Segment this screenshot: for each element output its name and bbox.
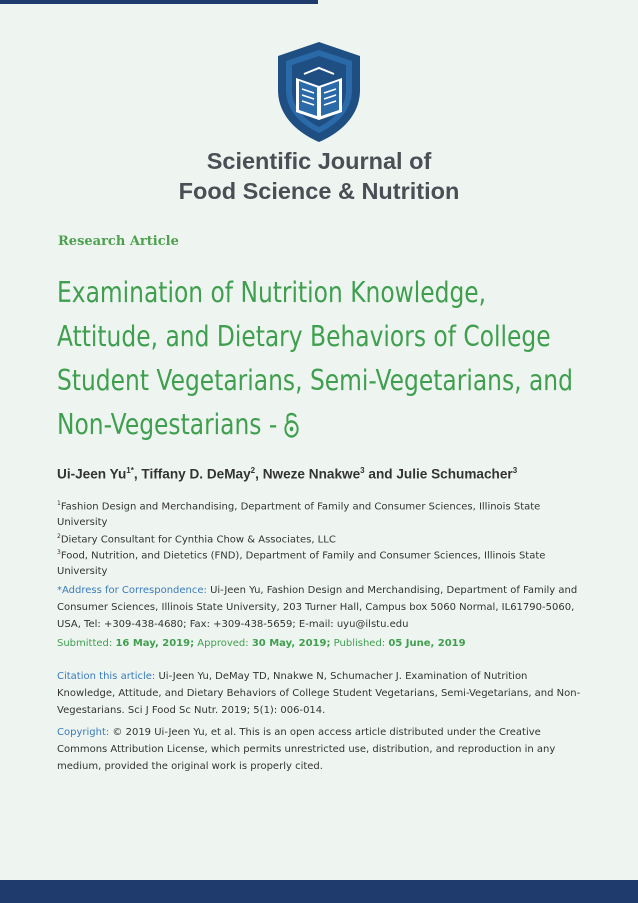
author-affiliation-mark: 3 [512, 466, 518, 475]
approved-date: 30 May, 2019; [251, 638, 331, 649]
copyright-label: Copyright: [57, 727, 110, 738]
author-name: Ui-Jeen Yu [57, 466, 127, 482]
affiliation-mark: 2 [57, 533, 61, 540]
journal-title-line-2: Food Science & Nutrition [178, 178, 460, 204]
author-affiliation-mark: 2 [250, 466, 256, 475]
title-line-3: Student Vegetarians, Semi-Vegetarians, and [57, 364, 573, 397]
correspondence-block [57, 582, 587, 633]
correspondence-text: Ui-Jeen Yu, Fashion Design and Merchandising, Department of Family and Consumer Sciences, Illinois State University, 203 Turner Hall, Campus box 5060 Normal, IL61790-5060, USA, Tel: +309-438-4680; Fax: +309-438-5659; E-mail: [57, 585, 578, 630]
citation-label: Citation this article: [57, 671, 156, 682]
author-separator: , [133, 466, 142, 482]
published-label: Published: [330, 638, 389, 649]
journal-logo-shield-book-icon [274, 40, 364, 144]
correspondence-email-link[interactable]: uyu@ilstu.edu [336, 619, 409, 630]
submitted-label: Submitted: [57, 638, 116, 649]
published-date: 05 June, 2019 [388, 638, 466, 649]
citation-block [57, 668, 587, 719]
journal-title [0, 146, 638, 206]
title-line-2: Attitude, and Dietary Behaviors of College [57, 320, 551, 353]
author-affiliation-mark: 3 [360, 466, 365, 475]
copyright-text: © 2019 Ui-Jeen Yu, et al. This is an open access article distributed under the Creative Commons Attribution License, which permits unrestricted use, distribution, and reproduction in any medium, provided the original work is properly cited. [57, 727, 556, 772]
author-separator: , [255, 466, 263, 482]
open-access-lock-icon[interactable] [281, 410, 302, 438]
journal-title-line-1: Scientific Journal of [206, 148, 432, 174]
author-separator: and [364, 466, 397, 482]
citation-text: Ui-Jeen Yu, DeMay TD, Nnakwe N, Schumacher J. Examination of Nutrition Knowledge, Attitude, and Dietary Behaviors of College Student Vegetarians, Semi-Vegetarians, and Non-Vegestarians. Sci J Food Sc Nutr. 2019; 5(1): 006-014. [57, 671, 581, 716]
affiliation-1 [57, 496, 587, 531]
author-name: Julie Schumacher [396, 466, 513, 482]
copyright-block [57, 724, 587, 775]
affiliation-text: Dietary Consultant for Cynthia Chow & Associates, LLC [60, 534, 336, 546]
article-title [57, 271, 573, 447]
title-line-1: Examination of Nutrition Knowledge, [57, 276, 487, 309]
author-name: Tiffany D. DeMay [141, 466, 251, 482]
submitted-date: 16 May, 2019; [115, 638, 195, 649]
affiliation-mark: 1 [57, 500, 61, 507]
author-list [57, 466, 597, 482]
affiliation-mark: 3 [57, 549, 61, 556]
article-type-label: Research Article [58, 234, 179, 249]
dates-block [57, 635, 587, 652]
title-line-4-text: Non-Vegestarians - [57, 408, 278, 441]
affiliation-text: Food, Nutrition, and Dietetics (FND), Department of Family and Consumer Sciences, Illinois State University [57, 550, 546, 578]
correspondence-label: *Address for Correspondence: [57, 585, 207, 596]
bottom-accent-bar [0, 880, 638, 903]
title-line-4 [57, 403, 516, 447]
approved-label: Approved: [194, 638, 252, 649]
author-name: Nweze Nnakwe [262, 466, 361, 482]
affiliation-text: Fashion Design and Merchandising, Department of Family and Consumer Sciences, Illinois State University [57, 501, 541, 529]
top-accent-bar [0, 0, 318, 4]
author-affiliation-mark: 1* [126, 466, 134, 475]
affiliation-3 [57, 545, 587, 580]
